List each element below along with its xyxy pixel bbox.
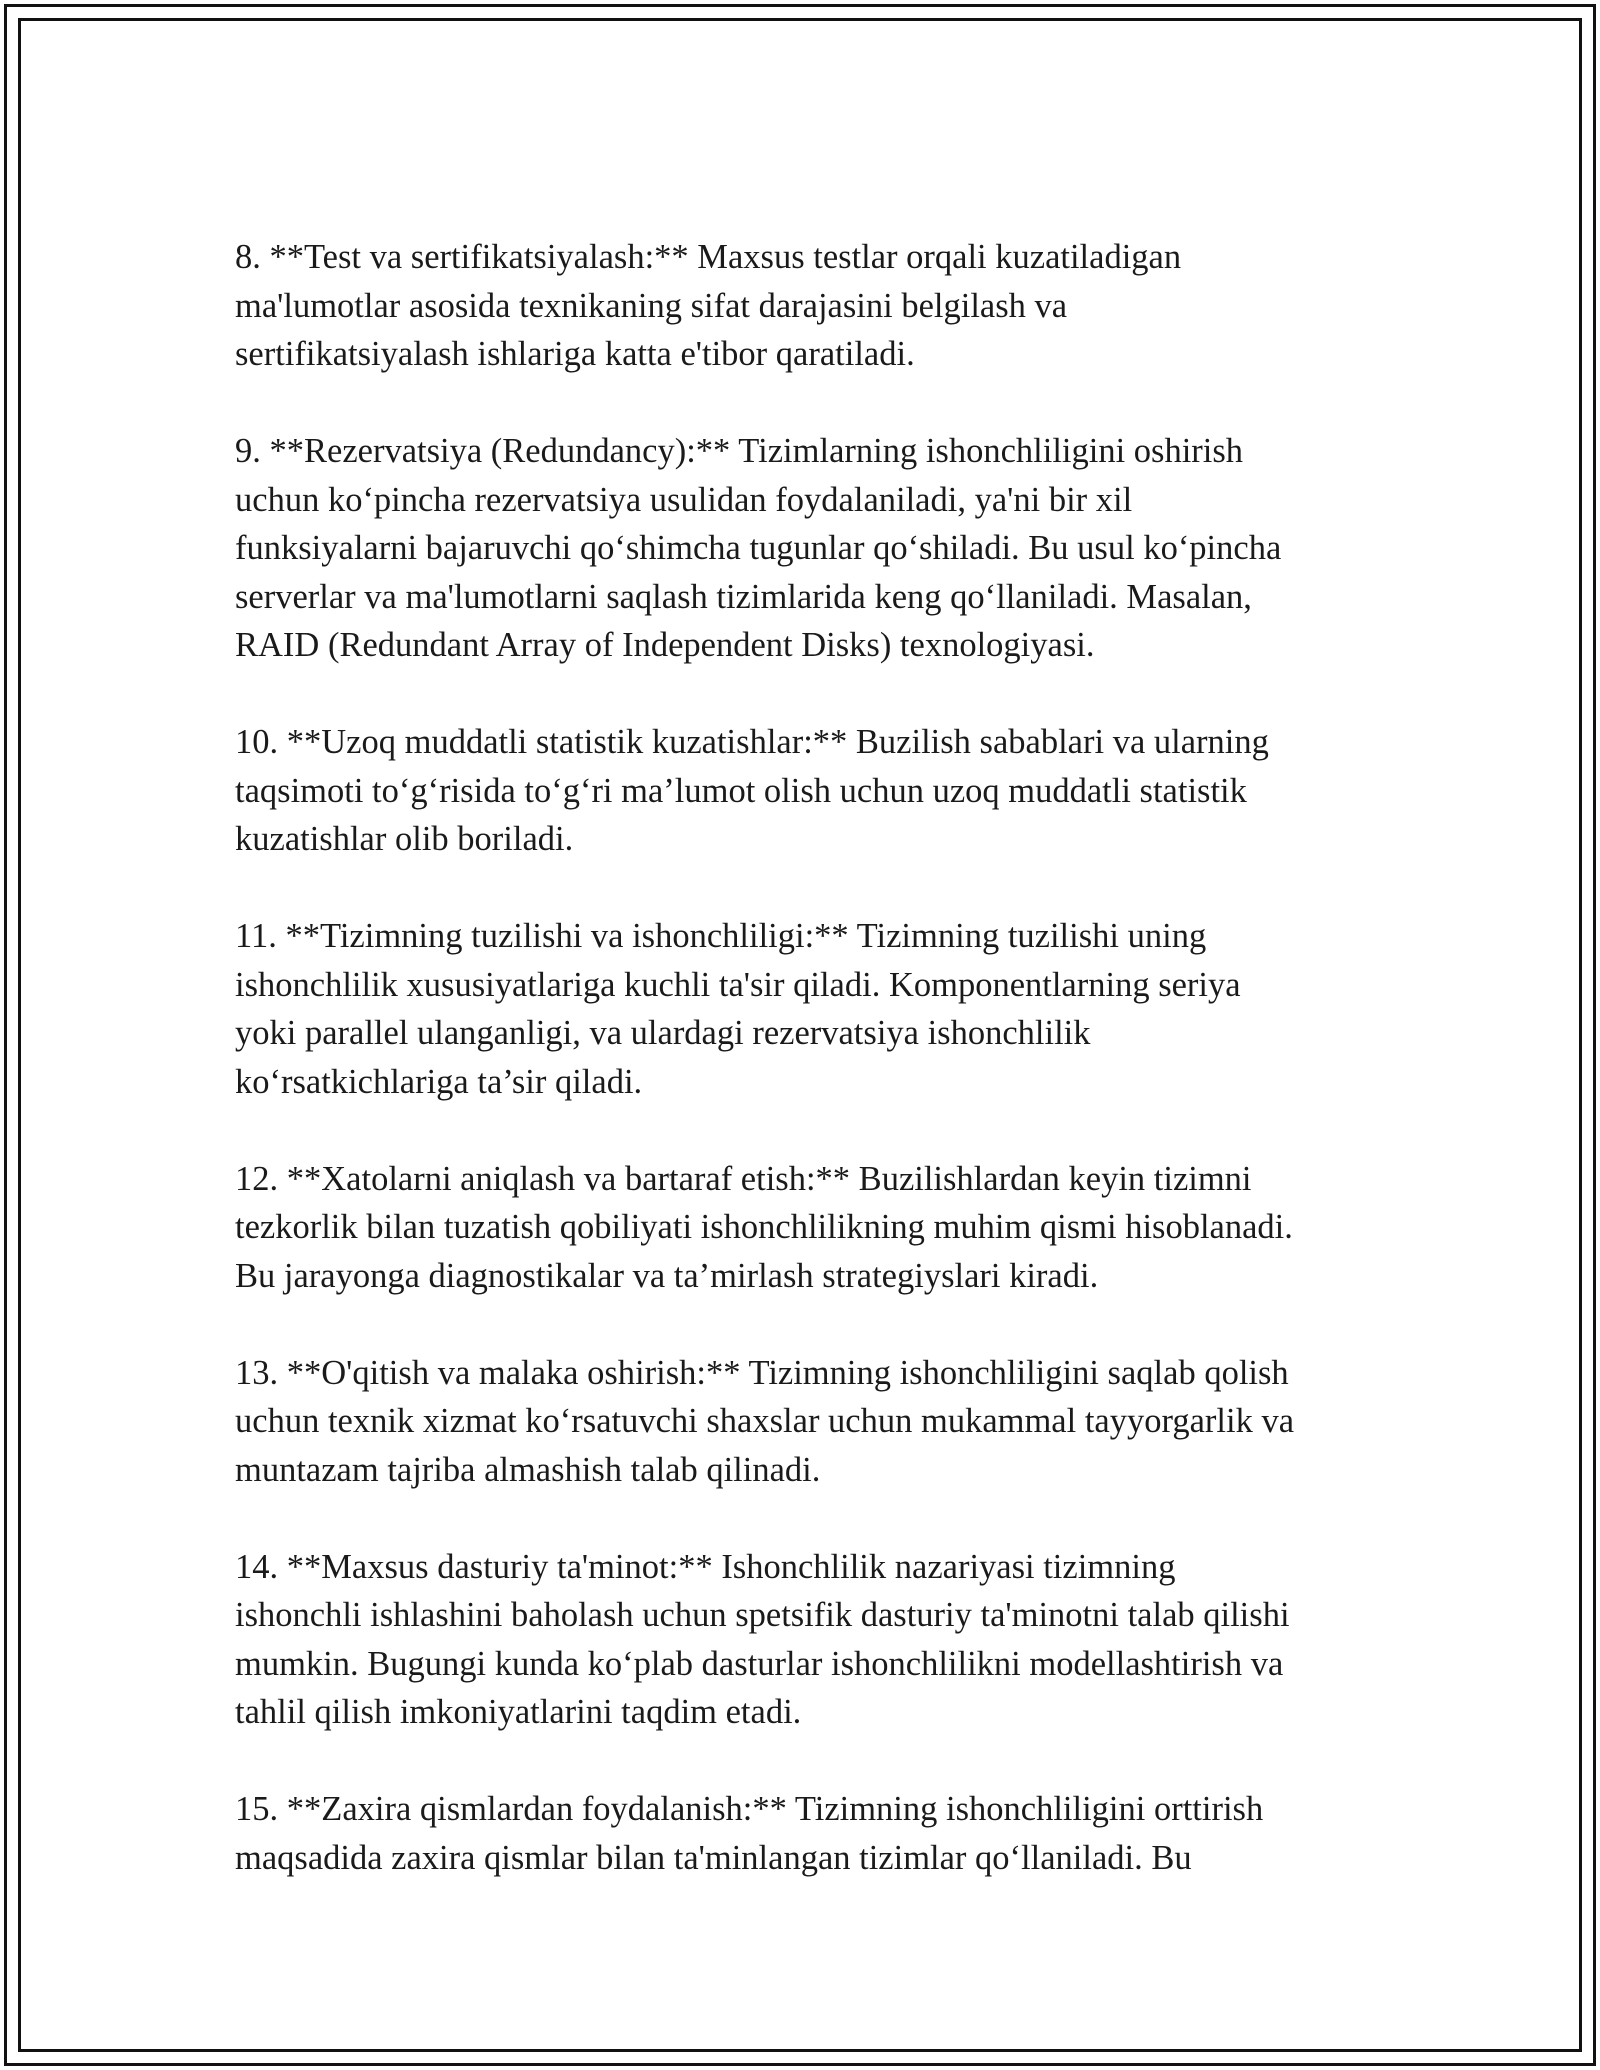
text-line: ishonchlilik xususiyatlariga kuchli ta'sir qiladi. Komponentlarning seriya (235, 965, 1241, 1004)
text-line: tahlil qilish imkoniyatlarini taqdim etadi. (235, 1693, 802, 1731)
paragraph-error-detection (235, 1155, 1370, 1301)
text-line: 10. **Uzoq muddatli statistik kuzatishlar:** Buzilish sabablari va ularning (235, 723, 1269, 761)
paragraph-redundancy (235, 427, 1370, 670)
text-line: yoki parallel ulanganligi, va ulardagi rezervatsiya ishonchlilik (235, 1014, 1091, 1052)
text-line: 13. **O'qitish va malaka oshirish:** Tizimning ishonchliligini saqlab qolish (235, 1353, 1289, 1392)
text-line: ma'lumotlar asosida texnikaning sifat darajasini belgilash va (235, 286, 1068, 325)
text-line: 14. **Maxsus dasturiy ta'minot:** Ishonchlilik nazariyasi tizimning (235, 1547, 1176, 1586)
text-line: taqsimoti to‘g‘risida to‘g‘ri ma’lumot olish uchun uzoq muddatli statistik (235, 771, 1247, 810)
text-line: kuzatishlar olib boriladi. (235, 820, 574, 858)
document-body (235, 233, 1370, 1931)
text-line: 15. **Zaxira qismlardan foydalanish:** Tizimning ishonchliligini orttirish (235, 1790, 1264, 1828)
text-line: 9. **Rezervatsiya (Redundancy):** Tizimlarning ishonchliligini oshirish (235, 432, 1244, 470)
text-line: funksiyalarni bajaruvchi qo‘shimcha tugunlar qo‘shiladi. Bu usul ko‘pincha (235, 529, 1282, 567)
text-line: 11. **Tizimning tuzilishi va ishonchliligi:** Tizimning tuzilishi uning (235, 917, 1207, 955)
paragraph-test-certification (235, 233, 1370, 379)
text-line: sertifikatsiyalash ishlariga katta e'tibor qaratiladi. (235, 335, 915, 373)
text-line: RAID (Redundant Array of Independent Disks) texnologiyasi. (235, 626, 1095, 664)
text-line: Bu jarayonga diagnostikalar va ta’mirlash strategiyslari kiradi. (235, 1256, 1099, 1295)
text-line: 12. **Xatolarni aniqlash va bartaraf etish:** Buzilishlardan keyin tizimni (235, 1159, 1252, 1198)
text-line: tezkorlik bilan tuzatish qobiliyati ishonchlilikning muhim qismi hisoblanadi. (235, 1208, 1293, 1246)
paragraph-training (235, 1349, 1370, 1495)
paragraph-special-software (235, 1543, 1370, 1737)
text-line: 8. **Test va sertifikatsiyalash:** Maxsus testlar orqali kuzatiladigan (235, 238, 1182, 276)
text-line: mumkin. Bugungi kunda ko‘plab dasturlar ishonchlilikni modellashtirish va (235, 1644, 1284, 1683)
paragraph-long-term-statistics (235, 718, 1370, 864)
paragraph-system-structure (235, 912, 1370, 1106)
text-line: maqsadida zaxira qismlar bilan ta'minlangan tizimlar qo‘llaniladi. Bu (235, 1838, 1192, 1877)
text-line: uchun ko‘pincha rezervatsiya usulidan foydalaniladi, ya'ni bir xil (235, 480, 1133, 519)
text-line: ishonchli ishlashini baholash uchun spetsifik dasturiy ta'minotni talab qilishi (235, 1596, 1290, 1634)
text-line: serverlar va ma'lumotlarni saqlash tizimlarida keng qo‘llaniladi. Masalan, (235, 577, 1252, 616)
text-line: muntazam tajriba almashish talab qilinadi. (235, 1450, 821, 1489)
paragraph-spare-parts (235, 1785, 1370, 1882)
text-line: uchun texnik xizmat ko‘rsatuvchi shaxslar uchun mukammal tayyorgarlik va (235, 1402, 1295, 1440)
text-line: ko‘rsatkichlariga ta’sir qiladi. (235, 1062, 643, 1101)
